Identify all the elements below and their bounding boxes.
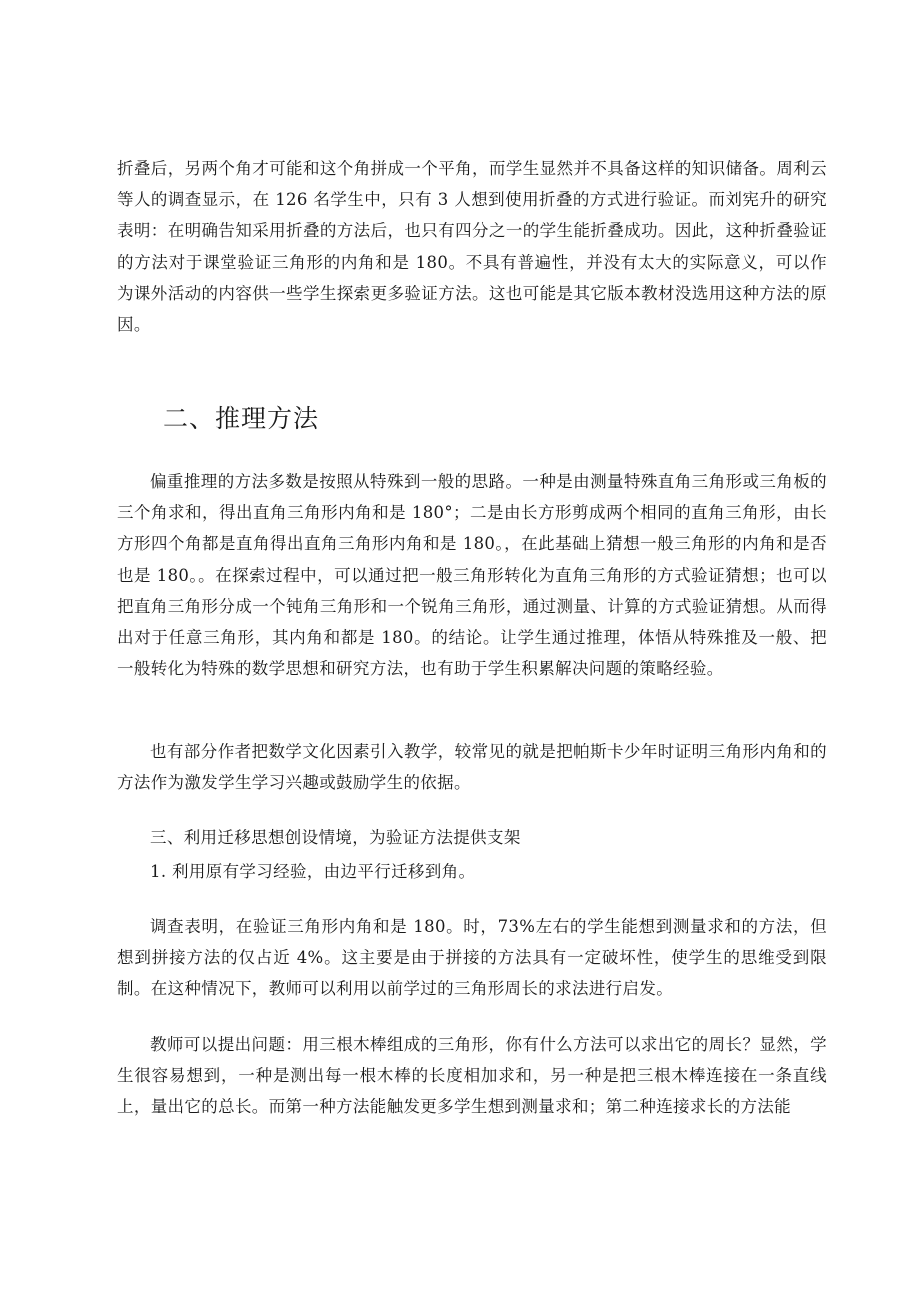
paragraph-survey-results: 调查表明，在验证三角形内角和是 180。时，73%左右的学生能想到测量求和的方法，但想到拼接方法的仅占近 4%。这主要是由于拼接的方法具有一定破坏性，使学生的思维受到限制。在这种情况下，教师可以利用以前学过的三角形周长的求法进行启发。: [117, 917, 827, 999]
paragraph-math-culture: 也有部分作者把数学文化因素引入教学，较常见的就是把帕斯卡少年时证明三角形内角和的方法作为激发学生学习兴趣或鼓励学生的依据。: [117, 742, 827, 793]
paragraph-reasoning-method: 偏重推理的方法多数是按照从特殊到一般的思路。一种是由测量特殊直角三角形或三角板的三个角求和，得出直角三角形内角和是 180°；二是由长方形剪成两个相同的直角三角形，由长方形四个角都是直角得出直角三角形内角和是 180。，在此基础上猜想一般三角形的内角和是否也是 180。。在探索过程中，可以通过把一般三角形转化为直角三角形的方式验证猜想；也可以把直角三角形分成一个钝角三角形和一个锐角三角形，通过测量、计算的方式验证猜想。从而得出对于任意三角形，其内角和都是 180。的结论。让学生通过推理，体悟从特殊推及一般、把一般转化为特殊的数学思想和研究方法，也有助于学生积累解决问题的策略经验。: [117, 472, 827, 679]
paragraph-teacher-question: 教师可以提出问题：用三根木棒组成的三角形，你有什么方法可以求出它的周长？显然，学生很容易想到，一种是测出每一根木棒的长度相加求和，另一种是把三根木棒连接在一条直线上，量出它的总长。而第一种方法能触发更多学生想到测量求和；第二种连接求长的方法能: [117, 1035, 827, 1117]
section-heading-reasoning: 二、推理方法: [163, 404, 320, 433]
subheading-prior-experience: 1. 利用原有学习经验，由边平行迁移到角。: [150, 862, 476, 881]
paragraph-folding-method: 折叠后，另两个角才可能和这个角拼成一个平角，而学生显然并不具备这样的知识储备。周利云等人的调查显示，在 126 名学生中，只有 3 人想到使用折叠的方式进行验证。而刘宪升的研究表明：在明确告知采用折叠的方法后，也只有四分之一的学生能折叠成功。因此，这种折叠验证的方法对于课堂验证三角形的内角和是 180。不具有普遍性，并没有太大的实际意义，可以作为课外活动的内容供一些学生探索更多验证方法。这也可能是其它版本教材没选用这种方法的原因。: [117, 159, 827, 335]
subheading-transfer-thinking: 三、利用迁移思想创设情境，为验证方法提供支架: [150, 828, 521, 847]
